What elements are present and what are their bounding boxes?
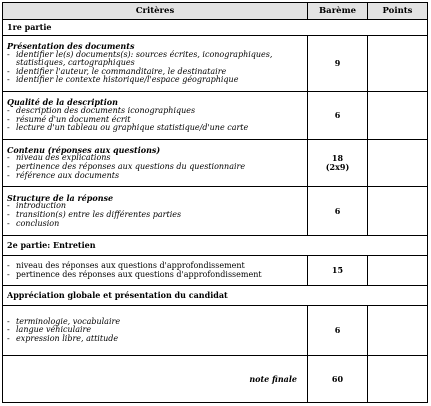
- score-value: 60: [331, 373, 344, 384]
- section-score: [308, 36, 368, 92]
- final-row: [3, 356, 428, 403]
- section-items: [7, 107, 303, 133]
- score-value: 18: [331, 153, 344, 164]
- part1-title-row: [3, 20, 428, 36]
- part2-title: 2e partie: Entretien: [3, 236, 428, 256]
- part3-title-row: [3, 286, 428, 306]
- list-item: - pertinence des réponses aux questions d'approfondissement: [7, 271, 303, 280]
- list-item: - expression libre, attitude: [7, 335, 303, 344]
- points-cell: [368, 256, 428, 286]
- points-cell: [368, 356, 428, 403]
- section-items: [7, 154, 303, 180]
- score-value: 15: [331, 265, 344, 276]
- section-row: [3, 36, 428, 92]
- part3-row: [3, 306, 428, 356]
- part2-row: [3, 256, 428, 286]
- list-item: - introduction: [7, 202, 303, 211]
- section-items: [7, 51, 303, 85]
- part2-title-row: [3, 236, 428, 256]
- part3-criteria: [3, 306, 308, 356]
- list-item: - référence aux documents: [7, 172, 303, 181]
- section-criteria: [3, 187, 308, 236]
- list-item: - identifier le contexte historique/l'espace géographique: [7, 76, 303, 85]
- list-item: - langue véhiculaire: [7, 326, 303, 335]
- section-criteria: [3, 36, 308, 92]
- grading-table: [2, 2, 428, 403]
- final-score: [308, 356, 368, 403]
- section-criteria: [3, 140, 308, 187]
- list-item: - pertinence des réponses aux questions du questionnaire: [7, 163, 303, 172]
- part3-title: Appréciation globale et présentation du candidat: [3, 286, 428, 306]
- list-item: - identifier l'auteur, le commanditaire, le destinataire: [7, 68, 303, 77]
- section-title: Qualité de la description: [7, 97, 118, 108]
- section-title: Contenu (réponses aux questions): [7, 144, 161, 155]
- score-detail: (2x9): [325, 162, 350, 172]
- section-row: [3, 140, 428, 187]
- list-item: - conclusion: [7, 220, 303, 229]
- list-item: - niveau des réponses aux questions d'approfondissement: [7, 262, 303, 271]
- score-value: 6: [334, 110, 341, 121]
- list-item: - résumé d'un document écrit: [7, 116, 303, 125]
- header-points: Points: [368, 3, 428, 20]
- section-score: [308, 92, 368, 140]
- header-criteria: Critères: [3, 3, 308, 20]
- section-items: [7, 202, 303, 228]
- section-criteria: [3, 92, 308, 140]
- section-title: Présentation des documents: [7, 41, 135, 52]
- section-title: Structure de la réponse: [7, 192, 114, 203]
- final-label: note finale: [3, 356, 308, 403]
- section-row: [3, 187, 428, 236]
- section-score: [308, 140, 368, 187]
- part2-items: [7, 262, 303, 279]
- score-value: 9: [334, 58, 341, 69]
- points-cell: [368, 140, 428, 187]
- points-cell: [368, 306, 428, 356]
- part2-score: [308, 256, 368, 286]
- part1-title: 1re partie: [3, 20, 428, 36]
- list-item: - transition(s) entre les différentes parties: [7, 211, 303, 220]
- list-item: - identifier le(s) documents(s): sources écrites, iconographiques, statistiques, cartographiques: [7, 51, 303, 68]
- points-cell: [368, 36, 428, 92]
- list-item: - niveau des explications: [7, 154, 303, 163]
- header-row: [3, 3, 428, 20]
- list-item: - lecture d'un tableau ou graphique statistique/d'une carte: [7, 124, 303, 133]
- section-score: [308, 187, 368, 236]
- score-value: 6: [334, 205, 341, 216]
- header-scale: Barème: [308, 3, 368, 20]
- score-value: 6: [334, 325, 341, 336]
- part2-criteria: [3, 256, 308, 286]
- part3-items: [7, 318, 303, 344]
- list-item: - terminologie, vocabulaire: [7, 318, 303, 327]
- points-cell: [368, 187, 428, 236]
- section-row: [3, 92, 428, 140]
- part3-score: [308, 306, 368, 356]
- list-item: - description des documents iconographiques: [7, 107, 303, 116]
- points-cell: [368, 92, 428, 140]
